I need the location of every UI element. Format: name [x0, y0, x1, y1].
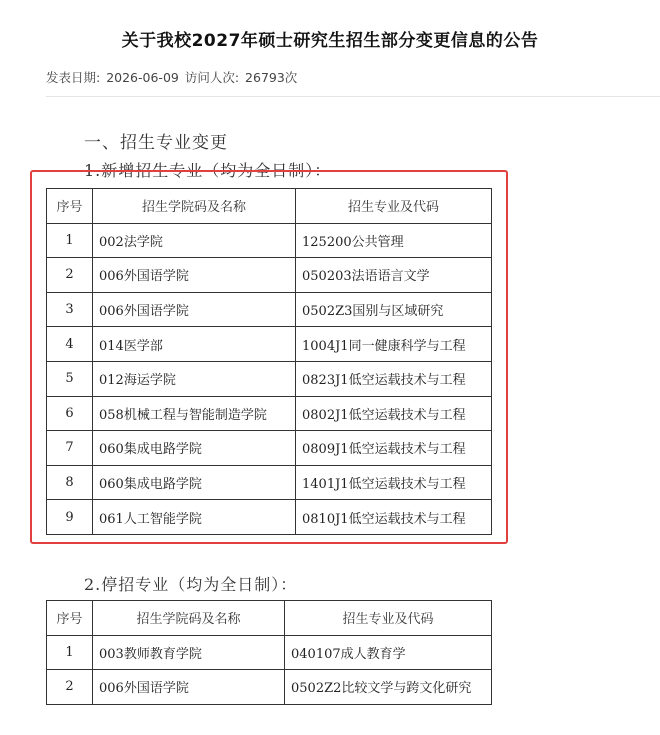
- meta-divider: [46, 96, 660, 97]
- page-title: 关于我校2027年硕士研究生招生部分变更信息的公告: [121, 31, 539, 51]
- section-heading: 一、招生专业变更: [84, 133, 228, 153]
- article-meta: [46, 68, 299, 86]
- college-cell: 061人工智能学院: [93, 500, 296, 535]
- college-cell: 006外国语学院: [93, 292, 296, 327]
- stopped-majors-table: [46, 600, 492, 705]
- row-number: 5: [47, 361, 93, 396]
- highlight-frame: [30, 170, 508, 544]
- table-row: [47, 635, 492, 670]
- column-header: 序号: [47, 189, 93, 224]
- major-cell: 0809J1低空运载技术与工程: [296, 431, 492, 466]
- major-cell: 0810J1低空运载技术与工程: [296, 500, 492, 535]
- stopped-majors-heading: 2.停招专业（均为全日制）：: [84, 575, 298, 594]
- row-number: 1: [47, 635, 93, 670]
- row-number: 4: [47, 327, 93, 362]
- publish-date: 2026-06-09: [106, 70, 179, 85]
- college-cell: 006外国语学院: [93, 670, 285, 705]
- row-number: 2: [47, 258, 93, 293]
- major-cell: 1401J1低空运载技术与工程: [296, 465, 492, 500]
- college-cell: 060集成电路学院: [93, 465, 296, 500]
- column-header: 招生专业及代码: [296, 189, 492, 224]
- table-header-row: [47, 601, 492, 636]
- table-row: [47, 670, 492, 705]
- college-cell: 012海运学院: [93, 361, 296, 396]
- college-cell: 014医学部: [93, 327, 296, 362]
- major-cell: 050203法语语言文学: [296, 258, 492, 293]
- major-cell: 1004J1同一健康科学与工程: [296, 327, 492, 362]
- column-header: 招生学院码及名称: [93, 189, 296, 224]
- added-majors-heading: 1.新增招生专业（均为全日制）：: [84, 161, 332, 180]
- row-number: 2: [47, 670, 93, 705]
- row-number: 3: [47, 292, 93, 327]
- college-cell: 006外国语学院: [93, 258, 296, 293]
- major-cell: 0502Z3国别与区域研究: [296, 292, 492, 327]
- college-cell: 060集成电路学院: [93, 431, 296, 466]
- college-cell: 058机械工程与智能制造学院: [93, 396, 296, 431]
- major-cell: 0823J1低空运载技术与工程: [296, 361, 492, 396]
- column-header: 招生专业及代码: [285, 601, 492, 636]
- row-number: 9: [47, 500, 93, 535]
- visits-label: 访问人次:: [184, 70, 240, 85]
- column-header: 序号: [47, 601, 93, 636]
- row-number: 8: [47, 465, 93, 500]
- college-cell: 003教师教育学院: [93, 635, 285, 670]
- major-cell: 0502Z2比较文学与跨文化研究: [285, 670, 492, 705]
- college-cell: 002法学院: [93, 223, 296, 258]
- publish-date-label: 发表日期:: [46, 70, 101, 85]
- row-number: 6: [47, 396, 93, 431]
- major-cell: 040107成人教育学: [285, 635, 492, 670]
- major-cell: 125200公共管理: [296, 223, 492, 258]
- column-header: 招生学院码及名称: [93, 601, 285, 636]
- major-cell: 0802J1低空运载技术与工程: [296, 396, 492, 431]
- row-number: 7: [47, 431, 93, 466]
- row-number: 1: [47, 223, 93, 258]
- visits-count: 26793次: [245, 70, 298, 85]
